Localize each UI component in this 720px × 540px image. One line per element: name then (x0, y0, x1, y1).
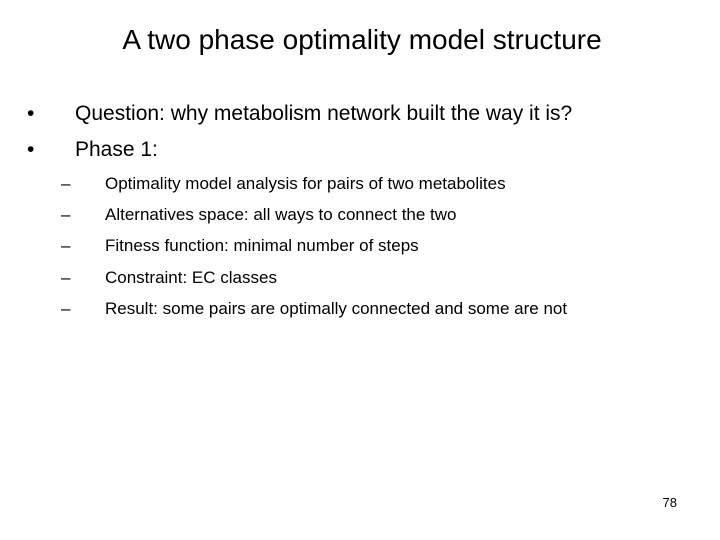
sub-bullet-marker: – (61, 205, 71, 224)
slide-title: A two phase optimality model structure (122, 24, 602, 55)
sub-bullet-marker: – (61, 236, 71, 255)
sub-bullet-item (0, 297, 720, 321)
sub-bullet-item (0, 172, 720, 196)
bullet-marker: • (27, 138, 35, 161)
sub-bullet-text: Fitness function: minimal number of steps (105, 236, 419, 255)
sub-bullet-item (0, 203, 720, 227)
sub-bullet-text: Alternatives space: all ways to connect the two (105, 205, 457, 224)
sub-bullet-text: Optimality model analysis for pairs of two metabolites (105, 174, 506, 193)
page-number: 78 (662, 495, 677, 510)
sub-bullet-item (0, 234, 720, 258)
sub-bullet-marker: – (61, 268, 71, 287)
sub-bullet-text: Constraint: EC classes (105, 268, 277, 287)
bullet-item (0, 99, 720, 129)
bullet-item (0, 135, 720, 165)
sub-bullet-marker: – (61, 174, 71, 193)
sub-bullet-marker: – (61, 299, 71, 318)
sub-bullet-text: Result: some pairs are optimally connected and some are not (105, 299, 568, 318)
bullet-text: Phase 1: (75, 138, 158, 161)
bullet-marker: • (27, 102, 35, 125)
bullet-text: Question: why metabolism network built the way it is? (75, 102, 573, 125)
sub-bullet-item (0, 266, 720, 290)
